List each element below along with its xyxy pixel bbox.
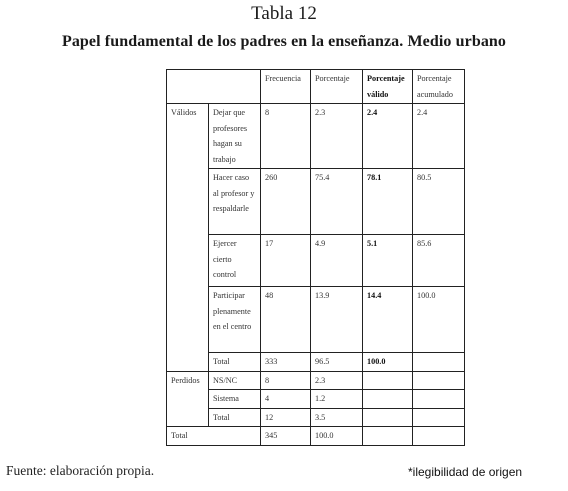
cell-porcentaje-acumulado: 100.0 — [413, 287, 465, 353]
table-row — [167, 104, 465, 169]
row-label: Total — [209, 353, 261, 372]
header-porcentaje-acumulado: Porcentaje acumulado — [413, 70, 465, 104]
group-label-total: Total — [167, 427, 261, 446]
cell-frecuencia: 345 — [261, 427, 311, 446]
cell-empty — [413, 371, 465, 390]
cell-empty — [413, 427, 465, 446]
row-label: Participar plenamente en el centro — [209, 287, 261, 353]
cell-porcentaje-valido: 5.1 — [363, 235, 413, 287]
cell-porcentaje: 13.9 — [311, 287, 363, 353]
source-note: Fuente: elaboración propia. — [6, 463, 155, 478]
cell-frecuencia: 48 — [261, 287, 311, 353]
cell-frecuencia: 8 — [261, 371, 311, 390]
table-number-label: Tabla 12 — [251, 3, 317, 24]
row-label: Ejercer cierto control — [209, 235, 261, 287]
row-label: NS/NC — [209, 371, 261, 390]
table-row — [167, 169, 465, 235]
cell-porcentaje-valido: 100.0 — [363, 353, 413, 372]
cell-porcentaje-acumulado: 85.6 — [413, 235, 465, 287]
cell-porcentaje: 75.4 — [311, 169, 363, 235]
table-row — [167, 371, 465, 390]
cell-frecuencia: 17 — [261, 235, 311, 287]
cell-porcentaje-valido: 14.4 — [363, 287, 413, 353]
cell-frecuencia: 260 — [261, 169, 311, 235]
table-row — [167, 408, 465, 427]
cell-empty — [363, 371, 413, 390]
header-frecuencia: Frecuencia — [261, 70, 311, 104]
row-label: Dejar que profesores hagan su trabajo — [209, 104, 261, 169]
table-row — [167, 390, 465, 409]
cell-empty — [413, 390, 465, 409]
cell-frecuencia: 4 — [261, 390, 311, 409]
cell-porcentaje: 96.5 — [311, 353, 363, 372]
cell-porcentaje: 2.3 — [311, 371, 363, 390]
cell-porcentaje: 4.9 — [311, 235, 363, 287]
table-title: Papel fundamental de los padres en la enseñanza. Medio urbano — [61, 33, 507, 50]
cell-frecuencia: 12 — [261, 408, 311, 427]
table-row — [167, 353, 465, 372]
table-row — [167, 235, 465, 287]
cell-porcentaje: 1.2 — [311, 390, 363, 409]
cell-empty — [413, 408, 465, 427]
table-row — [167, 287, 465, 353]
cell-frecuencia: 333 — [261, 353, 311, 372]
cell-frecuencia: 8 — [261, 104, 311, 169]
header-empty-cell — [167, 70, 261, 104]
row-label: Total — [209, 408, 261, 427]
group-label-validos: Válidos — [167, 104, 209, 372]
cell-porcentaje: 2.3 — [311, 104, 363, 169]
cell-porcentaje-valido: 78.1 — [363, 169, 413, 235]
header-porcentaje-valido: Porcentaje válido — [363, 70, 413, 104]
row-label: Sistema — [209, 390, 261, 409]
legibility-note: *ilegibilidad de origen — [408, 465, 523, 479]
cell-porcentaje: 3.5 — [311, 408, 363, 427]
grand-total-row — [167, 427, 465, 446]
cell-empty — [363, 408, 413, 427]
cell-porcentaje-acumulado: 80.5 — [413, 169, 465, 235]
header-porcentaje: Porcentaje — [311, 70, 363, 104]
cell-empty — [363, 427, 413, 446]
row-label: Hacer caso al profesor y respaldarle — [209, 169, 261, 235]
group-label-perdidos: Perdidos — [167, 371, 209, 427]
cell-porcentaje-valido: 2.4 — [363, 104, 413, 169]
frequency-table — [166, 69, 465, 446]
header-row — [167, 70, 465, 104]
cell-porcentaje: 100.0 — [311, 427, 363, 446]
cell-porcentaje-acumulado: 2.4 — [413, 104, 465, 169]
cell-porcentaje-acumulado — [413, 353, 465, 372]
cell-empty — [363, 390, 413, 409]
